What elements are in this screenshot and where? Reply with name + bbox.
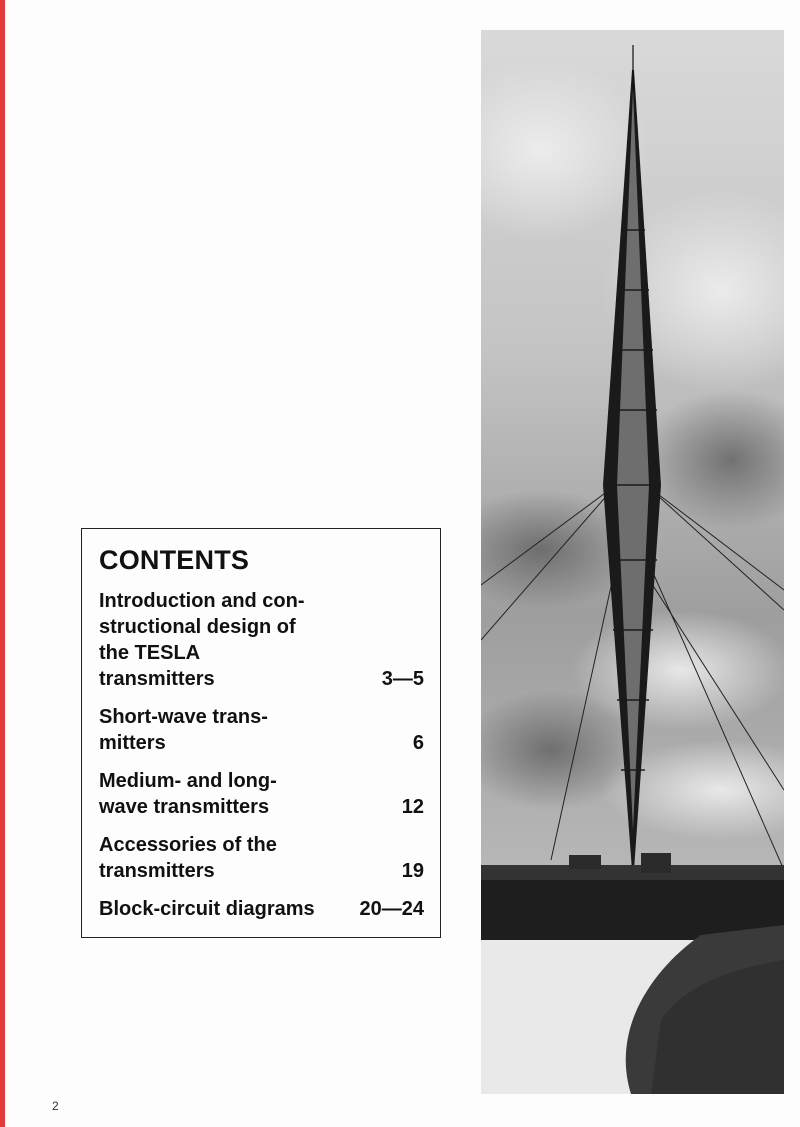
toc-entry-text: Medium- and long- wave transmitters [99,770,277,818]
toc-entry-text: Accessories of the transmitters [99,834,277,882]
toc-entry-pages: 20—24 [359,898,424,920]
toc-entry-pages: 12 [401,796,424,818]
toc-entry-text: Short-wave trans- mitters [99,706,268,754]
contents-box [81,528,441,938]
toc-entry-short-wave [99,704,424,756]
toc-entry-text: Block-circuit diagrams [99,898,315,920]
toc-entry-accessories [99,832,424,884]
toc-entry-medium-long-wave [99,768,424,820]
transmitter-mast-photo [481,30,784,1094]
red-page-edge [0,0,5,1127]
toc-entry-pages: 6 [412,732,424,754]
toc-entry-block-circuit [99,896,424,922]
toc-entry-pages: 3—5 [381,668,424,690]
contents-title: CONTENTS [99,545,250,575]
page-number: 2 [52,1099,59,1113]
toc-entry-text: Introduction and con- structional design of the TESLA transmitters [99,590,305,690]
toc-entry-introduction [99,588,424,692]
toc-entry-pages: 19 [401,860,424,882]
